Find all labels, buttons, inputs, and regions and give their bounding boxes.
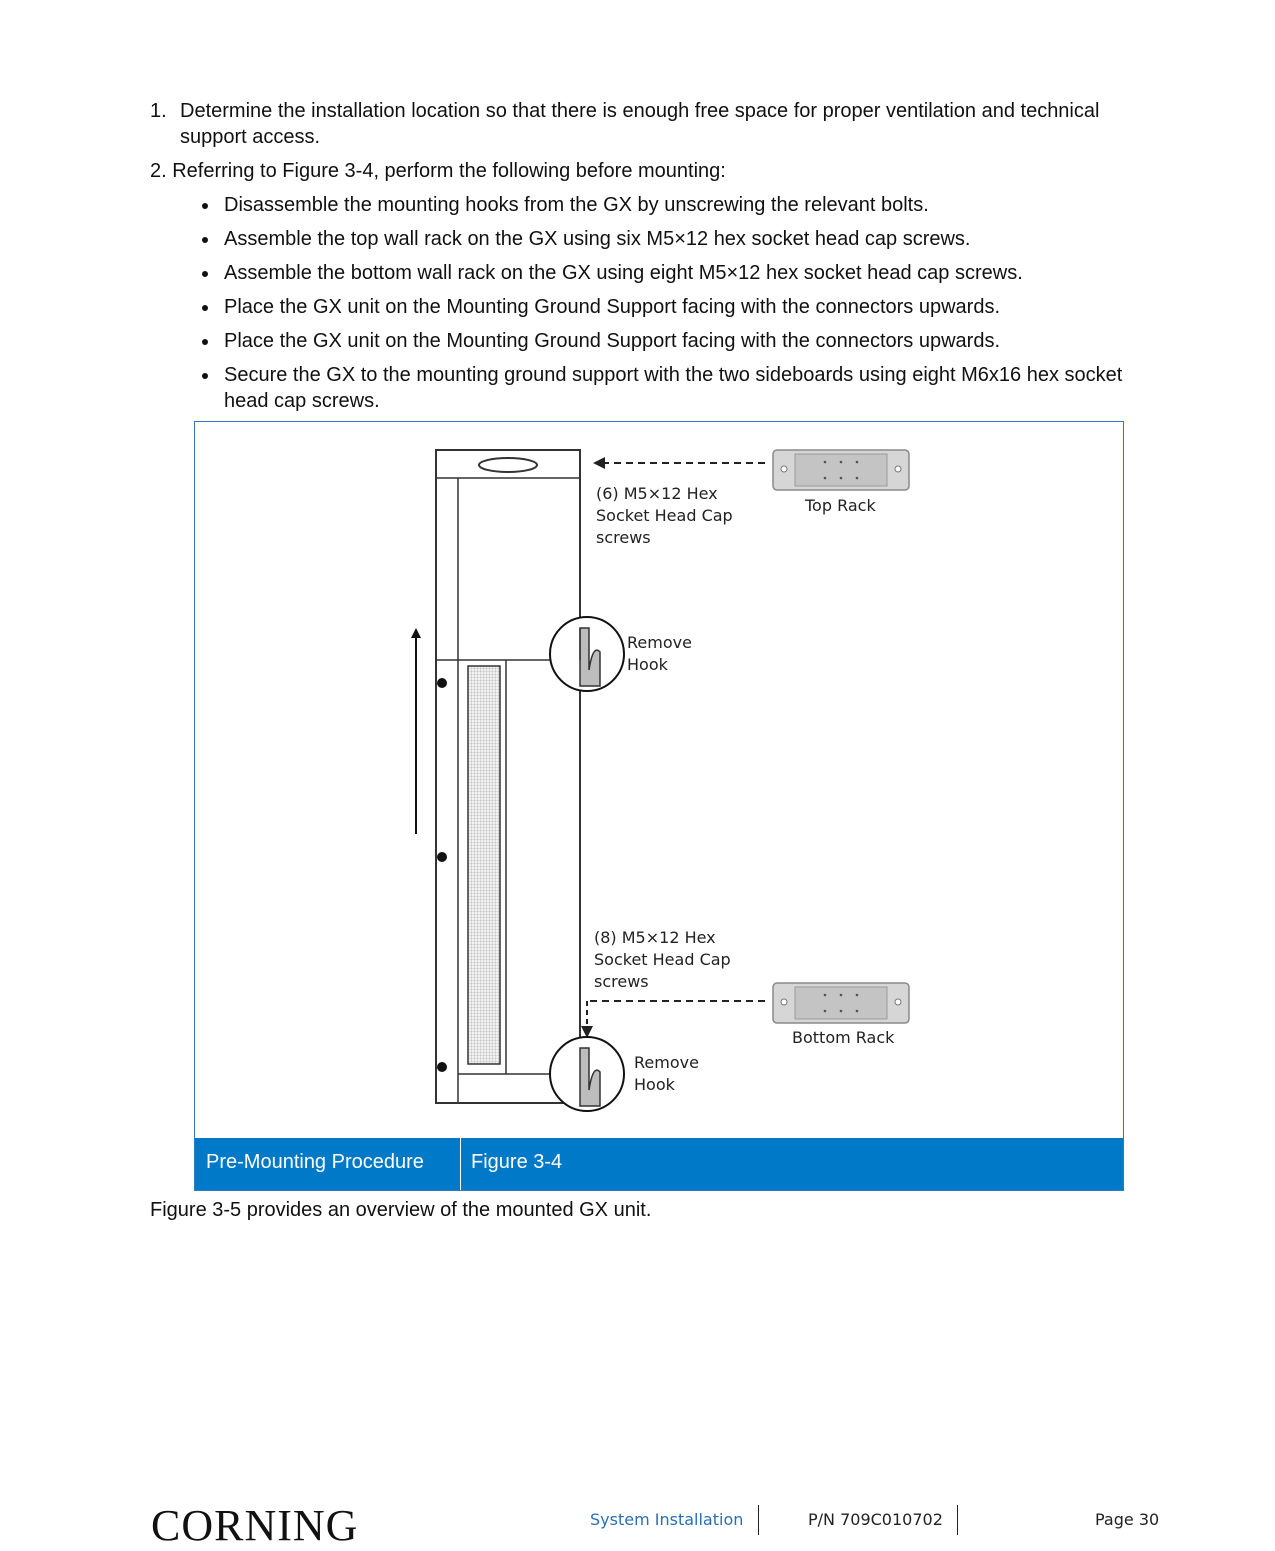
bullet-marker [202, 271, 208, 277]
bullet-marker [202, 203, 208, 209]
svg-text:Remove: Remove [627, 633, 692, 652]
pre-mounting-diagram [195, 422, 1123, 1138]
footer-part-number: P/N 709C010702 [808, 1510, 943, 1529]
bottom-rack-arrow [581, 1001, 765, 1038]
bullet-item: Place the GX unit on the Mounting Ground Support facing with the connectors upwards. [224, 330, 1001, 352]
bullet-item: Assemble the top wall rack on the GX using six M5×12 hex socket head cap screws. [224, 228, 971, 250]
bullet-item-continuation: head cap screws. [224, 390, 380, 412]
svg-text:screws: screws [594, 972, 649, 991]
bottom-screws-label [594, 928, 731, 991]
gx-unit [436, 450, 580, 1103]
bottom-hook-callout [550, 1037, 624, 1111]
direction-arrow [411, 628, 421, 834]
step-1-text-line1: Determine the installation location so that there is enough free space for proper ventilation and technical [180, 100, 1100, 122]
bullet-marker [202, 305, 208, 311]
figure-3-5-reference: Figure 3-5 provides an overview of the mounted GX unit. [150, 1199, 652, 1221]
figure-3-4 [194, 421, 1124, 1191]
svg-text:Socket Head Cap: Socket Head Cap [594, 950, 731, 969]
svg-text:Hook: Hook [627, 655, 668, 674]
step-1-text-line2: support access. [180, 126, 321, 148]
svg-text:(6) M5×12 Hex: (6) M5×12 Hex [596, 484, 718, 503]
bottom-rack-image [773, 983, 909, 1023]
bullet-item: Place the GX unit on the Mounting Ground Support facing with the connectors upwards. [224, 296, 1001, 318]
footer-separator [957, 1505, 958, 1535]
footer-section: System Installation [590, 1510, 744, 1529]
top-rack-image [773, 450, 909, 490]
svg-text:screws: screws [596, 528, 651, 547]
svg-text:Hook: Hook [634, 1075, 675, 1094]
caption-number: Figure 3-4 [471, 1151, 563, 1173]
bottom-rack-label: Bottom Rack [792, 1028, 895, 1047]
svg-text:Socket Head Cap: Socket Head Cap [596, 506, 733, 525]
bullet-item: Assemble the bottom wall rack on the GX using eight M5×12 hex socket head cap screws. [224, 262, 1023, 284]
caption-title: Pre-Mounting Procedure [206, 1151, 424, 1173]
step-2-text: 2. Referring to Figure 3-4, perform the following before mounting: [150, 160, 726, 182]
corning-logo: CORNING [151, 1501, 359, 1550]
top-rack-label: Top Rack [805, 496, 876, 515]
footer-separator [758, 1505, 759, 1535]
svg-text:Remove: Remove [634, 1053, 699, 1072]
bullet-item: Secure the GX to the mounting ground support with the two sideboards using eight M6x16 hex socket [224, 364, 1123, 386]
top-screws-label [596, 484, 733, 547]
svg-text:(8) M5×12 Hex: (8) M5×12 Hex [594, 928, 716, 947]
bullet-marker [202, 237, 208, 243]
top-remove-hook-label [627, 633, 692, 674]
figure-caption-bar [195, 1138, 1123, 1190]
caption-divider [460, 1138, 461, 1190]
bullet-marker [202, 339, 208, 345]
bottom-remove-hook-label [634, 1053, 699, 1094]
bullet-marker [202, 373, 208, 379]
top-rack-arrow [593, 457, 765, 469]
step-1-number: 1. [150, 100, 167, 122]
footer-page-number: Page 30 [1095, 1510, 1160, 1529]
top-hook-callout [550, 617, 624, 691]
bullet-item: Disassemble the mounting hooks from the GX by unscrewing the relevant bolts. [224, 194, 929, 216]
